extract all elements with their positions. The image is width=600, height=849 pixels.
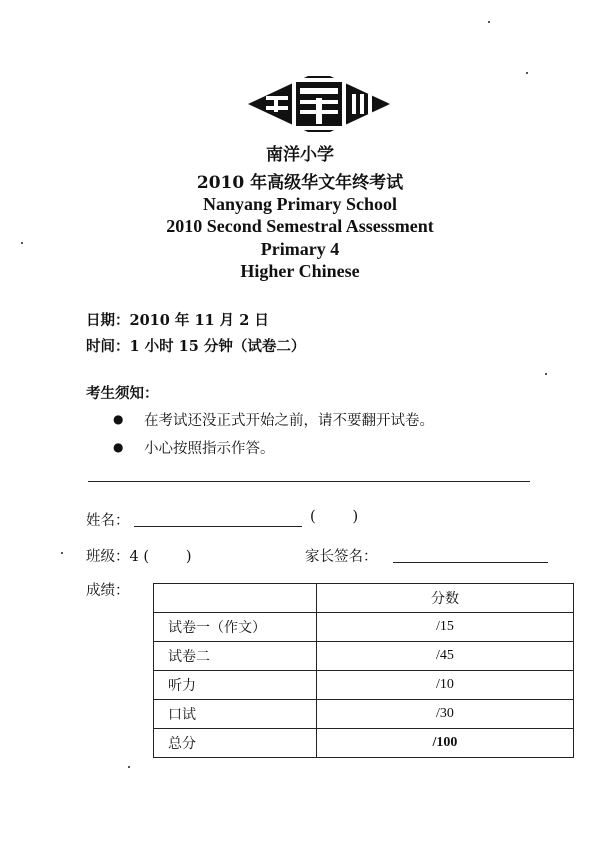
scan-speck — [545, 373, 547, 375]
instruction-item: 小心按照指示作答。 — [144, 441, 275, 457]
time-label: 时间： — [86, 338, 130, 355]
table-cell: 试卷一（作文） — [154, 613, 317, 642]
table-cell: 听力 — [154, 671, 317, 700]
scan-speck — [61, 552, 63, 554]
instruction-item: 在考试还没正式开始之前，请不要翻开试卷。 — [144, 413, 434, 429]
time-value: 1 小时 15 分钟（试卷二） — [129, 338, 306, 355]
table-header: 分数 — [317, 584, 574, 613]
exam-title-chinese: 2010 年高级华文年终考试 — [196, 173, 404, 193]
table-cell: /100 — [317, 729, 574, 758]
exam-title-english: 2010 Second Semestral Assessment — [166, 216, 434, 236]
level-label: Primary 4 — [260, 239, 340, 259]
school-logo — [248, 68, 390, 140]
name-field[interactable] — [134, 511, 302, 527]
parent-signature-field[interactable] — [393, 547, 548, 563]
parent-signature-label: 家长签名： — [305, 549, 378, 565]
table-cell: /15 — [317, 613, 574, 642]
date-value: 2010 年 11 月 2 日 — [129, 312, 269, 329]
table-row — [154, 642, 574, 671]
class-field[interactable]: 班级：4 ( ) — [86, 549, 192, 565]
name-label: 姓名： — [86, 513, 130, 529]
table-row — [154, 729, 574, 758]
date-label: 日期： — [86, 312, 130, 329]
bullet-icon: ● — [113, 440, 124, 454]
table-cell: /10 — [317, 671, 574, 700]
table-cell: 口试 — [154, 700, 317, 729]
table-cell: 试卷二 — [154, 642, 317, 671]
table-header-row — [154, 584, 574, 613]
table-row — [154, 671, 574, 700]
instructions-title: 考生须知： — [86, 385, 159, 402]
scan-speck — [488, 21, 490, 23]
table-cell: /30 — [317, 700, 574, 729]
scan-speck — [128, 766, 130, 768]
index-number-field[interactable]: ( ) — [310, 509, 359, 525]
score-label: 成绩： — [86, 583, 130, 599]
divider — [88, 481, 530, 482]
time-line — [86, 335, 305, 356]
scan-speck — [21, 242, 23, 244]
subject-label: Higher Chinese — [240, 261, 360, 281]
date-line — [86, 309, 269, 330]
bullet-icon: ● — [113, 412, 124, 426]
table-cell — [154, 584, 317, 613]
scan-speck — [526, 72, 528, 74]
table-cell: /45 — [317, 642, 574, 671]
school-name-english: Nanyang Primary School — [202, 194, 397, 214]
score-table — [153, 583, 574, 758]
school-name-chinese: 南洋小学 — [266, 145, 334, 165]
table-cell: 总分 — [154, 729, 317, 758]
table-row — [154, 700, 574, 729]
table-row — [154, 613, 574, 642]
